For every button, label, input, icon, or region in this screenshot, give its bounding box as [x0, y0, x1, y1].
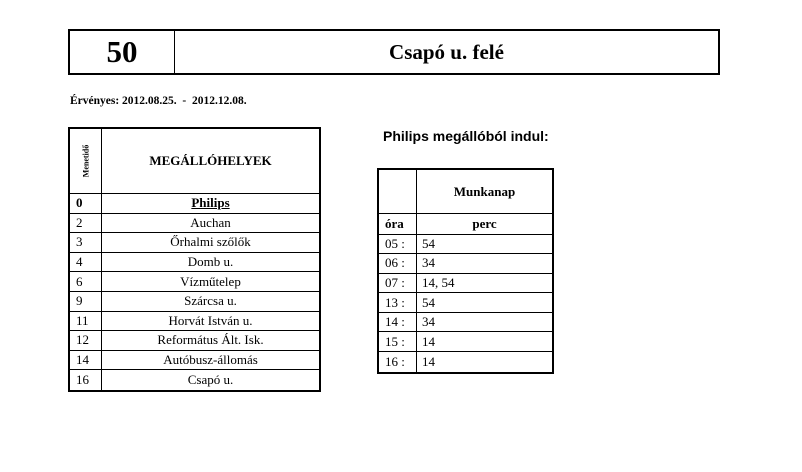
travel-time: 14	[70, 351, 102, 370]
departure-minutes: 54	[422, 294, 435, 310]
table-row	[70, 272, 319, 292]
departure-minutes: 34	[422, 314, 435, 330]
hour-header: óra	[379, 214, 417, 234]
table-row	[379, 352, 552, 372]
table-row	[70, 312, 319, 332]
travel-time: 3	[70, 233, 102, 252]
departures-table-header	[379, 170, 552, 214]
travel-time: 11	[70, 312, 102, 331]
departure-minutes: 54	[422, 235, 435, 251]
stop-name: Philips	[191, 195, 230, 211]
departure-minutes: 14	[422, 353, 435, 369]
travel-time-header: Menetidő	[81, 144, 90, 178]
table-row	[70, 253, 319, 273]
route-header	[68, 29, 720, 75]
departure-hour: 06 :	[379, 254, 417, 273]
table-row	[379, 293, 552, 313]
stop-name: Vízműtelep	[180, 273, 241, 289]
departure-hour: 07 :	[379, 274, 417, 293]
stops-table	[68, 127, 321, 392]
table-row	[70, 233, 319, 253]
departure-minutes: 14, 54	[422, 274, 455, 290]
day-type-header: Munkanap	[453, 183, 516, 199]
route-number: 50	[70, 31, 175, 73]
validity-period: Érvényes: 2012.08.25. - 2012.12.08.	[70, 95, 247, 107]
departure-minutes: 34	[422, 255, 435, 271]
departure-minutes: 14	[422, 333, 435, 349]
table-row	[70, 194, 319, 214]
stop-name: Református Ált. Isk.	[157, 332, 264, 348]
table-row	[379, 235, 552, 255]
departure-hour: 16 :	[379, 352, 417, 372]
travel-time: 6	[70, 272, 102, 291]
empty-header-cell	[379, 170, 417, 213]
departure-hour: 05 :	[379, 235, 417, 254]
stop-name: Őrhalmi szőlők	[170, 234, 251, 250]
table-row	[70, 292, 319, 312]
travel-time: 2	[70, 214, 102, 233]
travel-time-header-cell	[70, 129, 102, 193]
stops-header: MEGÁLLÓHELYEK	[149, 153, 272, 168]
stop-name: Csapó u.	[187, 372, 234, 388]
departure-hour: 15 :	[379, 332, 417, 351]
stop-name: Auchan	[190, 214, 231, 230]
route-direction: Csapó u. felé	[389, 39, 504, 64]
stop-name: Horvát István u.	[168, 312, 253, 328]
travel-time: 12	[70, 331, 102, 350]
table-row	[70, 351, 319, 371]
departures-table	[377, 168, 554, 374]
table-row	[379, 274, 552, 294]
travel-time: 16	[70, 370, 102, 390]
table-row	[70, 370, 319, 390]
table-row	[379, 254, 552, 274]
stop-name: Autóbusz-állomás	[163, 352, 258, 368]
travel-time: 0	[70, 194, 102, 213]
travel-time: 9	[70, 292, 102, 311]
table-row	[379, 332, 552, 352]
table-row	[70, 331, 319, 351]
stops-table-header	[70, 129, 319, 194]
table-row	[70, 214, 319, 234]
stop-name: Szárcsa u.	[184, 293, 237, 309]
departure-hour: 14 :	[379, 313, 417, 332]
travel-time: 4	[70, 253, 102, 272]
minute-header: perc	[472, 215, 497, 231]
departures-subheader	[379, 214, 552, 235]
table-row	[379, 313, 552, 333]
stop-name: Domb u.	[187, 254, 234, 270]
departures-title: Philips megállóból indul:	[383, 128, 549, 144]
departure-hour: 13 :	[379, 293, 417, 312]
